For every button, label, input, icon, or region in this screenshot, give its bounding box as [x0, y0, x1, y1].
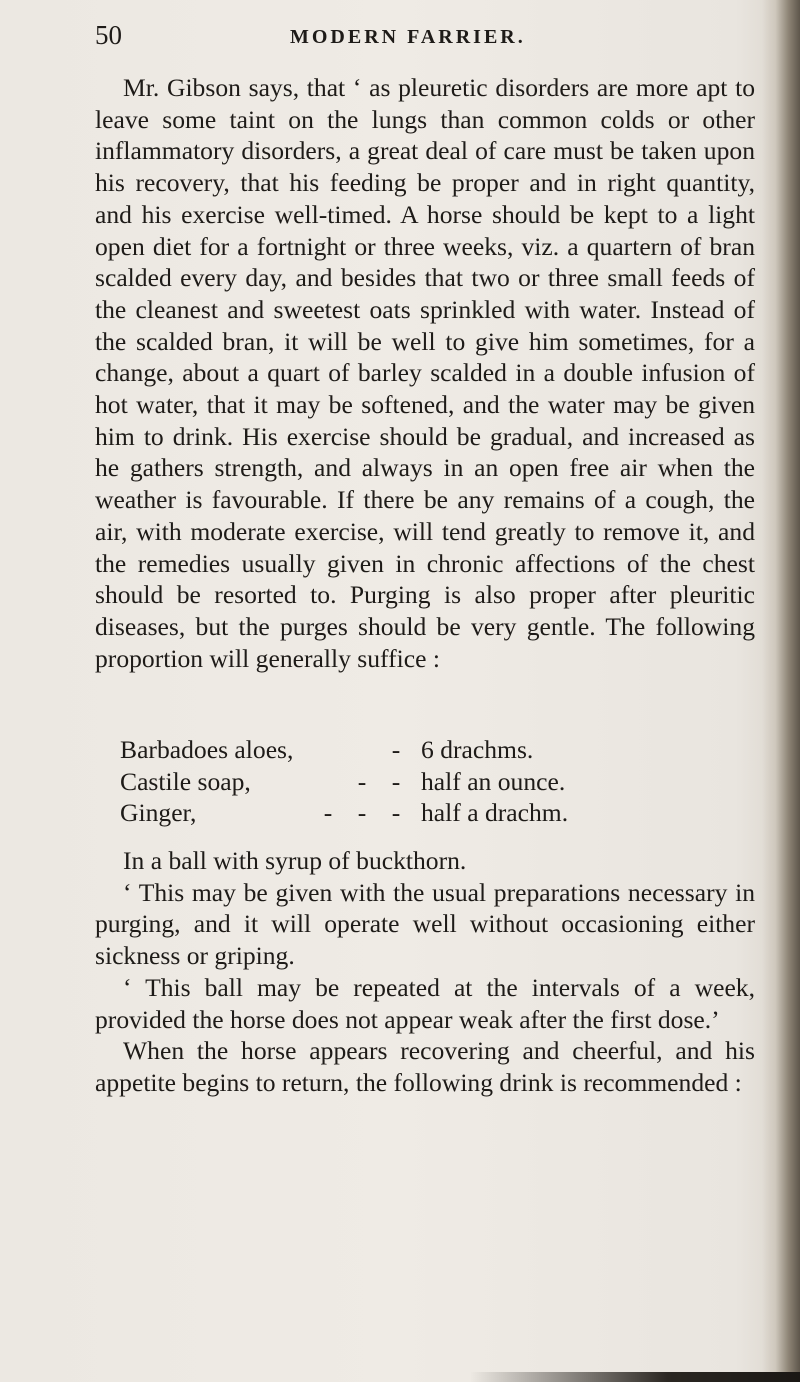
main-text-block	[95, 72, 755, 674]
recipe-dash: -	[357, 766, 367, 796]
recipe-row	[120, 766, 740, 798]
paragraph-recovery-drink: When the horse appears recovering and cheerful, and his appetite begins to return, the following drink is recommended :	[95, 1036, 755, 1097]
recipe-row	[120, 797, 740, 829]
recipe-dash	[345, 734, 379, 766]
recipe-ingredient: Ginger,	[120, 798, 197, 828]
running-title: MODERN FARRIER.	[290, 26, 526, 48]
recipe-dash: -	[391, 735, 401, 764]
recipe-dash: -	[357, 798, 367, 828]
recipe-dash: -	[323, 798, 333, 828]
page-number: 50	[95, 20, 122, 50]
paragraph-purging-note: ‘ This may be given with the usual preparations necessary in purging, and it will operate well without occasioning either sickness or griping.	[95, 877, 755, 971]
recipe-quantity: 6 drachms.	[421, 735, 534, 764]
recipe-quantity: half a drachm.	[421, 798, 569, 828]
recipe-ingredient: Barbadoes aloes,	[120, 735, 294, 764]
paragraph-gibson-quote: Mr. Gibson says, that ‘ as pleuretic disorders are more apt to leave some taint on the lungs than common colds or other inflammatory disorders, a great deal of care must be taken upon his recovery, that his feeding be proper and in right quantity, and his exercise well-timed. A horse should be kept to a light open diet for a fortnight or three weeks, viz. a quartern of bran scalded every day, and besides that two or three small feeds of the cleanest and sweetest oats sprinkled with water. Instead of the scalded bran, it will be well to give him sometimes, for a change, about a quart of barley scalded in a double infusion of hot water, that it may be softened, and the water may be given him to drink. His exercise should be gradual, and increased as he gathers strength, and always in an open free air when the weather is favourable. If there be any remains of a cough, the air, with moderate exercise, will tend greatly to remove it, and the remedies usually given in chronic affections of the chest should be resorted to. Purging is also proper after pleuritic diseases, but the purges should be very gentle. The following proportion will generally suffice :	[95, 73, 755, 673]
recipe-row	[120, 734, 740, 766]
page-bottom-shadow	[470, 1372, 800, 1382]
paragraph-repeat-note: ‘ This ball may be repeated at the intervals of a week, provided the horse does not appear weak after the first dose.’	[95, 972, 755, 1034]
paragraph-ball-instruction: In a ball with syrup of buckthorn.	[123, 846, 467, 875]
recipe-ingredient: Castile soap,	[120, 766, 251, 796]
recipe-dash: -	[391, 766, 401, 796]
recipe-quantity: half an ounce.	[421, 766, 566, 796]
page-header	[95, 20, 755, 50]
recipe-dash: -	[391, 798, 401, 828]
page-edge-shadow	[762, 0, 800, 1382]
recipe-list	[120, 734, 740, 829]
closing-text-block	[95, 845, 755, 1099]
